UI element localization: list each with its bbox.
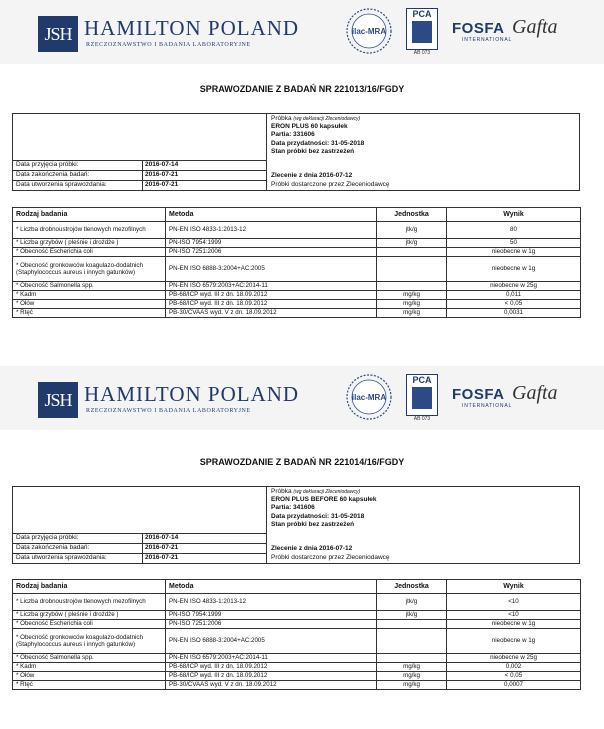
method: PN-ISO 7954:1999 <box>166 239 377 248</box>
result: < 0,05 <box>447 672 581 681</box>
unit: mg/kg <box>377 309 447 318</box>
test-name: * Obecność gronkowców koagulazo-dodatnich (Staphylococcus aureus i innych gatunków) <box>13 629 166 654</box>
table-row <box>13 620 581 629</box>
method: PN-EN ISO 4833-1:2013-12 <box>166 594 377 611</box>
product-name: ERON PLUS BEFORE 60 kapsułek <box>271 496 377 503</box>
hamilton-logo-mark: JSH <box>38 16 78 52</box>
result: nieobecne w 1g <box>447 629 581 654</box>
pca-emblem <box>412 21 432 43</box>
pca-text: PCA <box>412 375 432 385</box>
hamilton-logo-mark: JSH <box>38 382 78 418</box>
sample-label: Próbka <box>271 488 292 495</box>
method: PN-EN ISO 6888-3:2004+AC:2005 <box>166 257 377 282</box>
table-header-row <box>13 208 581 222</box>
completed-label: Data zakończenia badań: <box>16 171 90 178</box>
col-method: Metoda <box>166 580 377 594</box>
sample-note: (wg deklaracji Zleceniodawcy) <box>293 116 361 122</box>
result: 0,011 <box>447 291 581 300</box>
result: 0,0007 <box>447 681 581 690</box>
table-header-row <box>13 580 581 594</box>
unit <box>377 654 447 663</box>
test-name: * Liczba drobnoustrojów tlenowych mezofilnych <box>13 594 166 611</box>
test-name: * Kadm <box>13 291 166 300</box>
created-date: 2016-07-21 <box>145 181 179 188</box>
created-label: Data utworzenia sprawozdania: <box>16 554 107 561</box>
test-name: * Ołów <box>13 300 166 309</box>
gafta-logo: Gafta <box>512 382 558 404</box>
test-name: * Obecność Salmonella spp. <box>13 654 166 663</box>
table-row <box>13 654 581 663</box>
fosfa-logo: FOSFA <box>452 386 505 403</box>
company-subtitle: RZECZOZNAWSTWO I BADANIA LABORATORYJNE <box>86 42 251 48</box>
company-name: HAMILTON POLAND <box>84 382 300 406</box>
pca-code: AB 073 <box>413 416 431 422</box>
unit <box>377 620 447 629</box>
created-label: Data utworzenia sprawozdania: <box>16 181 107 188</box>
table-row <box>13 248 581 257</box>
batch: Partia: 331606 <box>271 131 315 138</box>
table-row <box>13 257 581 282</box>
completed-date: 2016-07-21 <box>145 171 179 178</box>
table-row <box>13 594 581 611</box>
results-table <box>12 207 581 318</box>
company-subtitle: RZECZOZNAWSTWO I BADANIA LABORATORYJNE <box>86 408 251 414</box>
ilac-text: ilac-MRA <box>351 393 387 402</box>
result: 0,002 <box>447 663 581 672</box>
table-row <box>13 309 581 318</box>
unit <box>377 257 447 282</box>
fosfa-subtitle: INTERNATIONAL <box>462 37 513 43</box>
unit: mg/kg <box>377 300 447 309</box>
unit <box>377 282 447 291</box>
col-test: Rodzaj badania <box>13 580 166 594</box>
test-name: * Liczba grzybów ( pleśnie i drożdże ) <box>13 239 166 248</box>
method: PB-68/ICP wyd. III z dn. 18.09.2012 <box>166 672 377 681</box>
received-label: Data przyjęcia próbki: <box>16 534 79 541</box>
col-result: Wynik <box>447 580 581 594</box>
method: PN-EN ISO 4833-1:2013-12 <box>166 222 377 239</box>
method: PN-EN ISO 6888-3:2004+AC:2005 <box>166 629 377 654</box>
report-1 <box>0 0 604 364</box>
method: PN-ISO 7251:2006 <box>166 248 377 257</box>
method: PB-30/CVAAS wyd. V z dn. 18.09.2012 <box>166 681 377 690</box>
col-test: Rodzaj badania <box>13 208 166 222</box>
letterhead <box>0 366 604 430</box>
test-name: * Kadm <box>13 663 166 672</box>
table-row <box>13 300 581 309</box>
fosfa-logo: FOSFA <box>452 20 505 37</box>
sample-condition: Stan próbki bez zastrzeżeń <box>271 521 355 528</box>
method: PN-EN ISO 6579:2003+AC:2014-11 <box>166 282 377 291</box>
letterhead <box>0 0 604 64</box>
delivered-note: Próbki dostarczone przez Zleceniodawcę <box>271 554 390 561</box>
gafta-logo: Gafta <box>512 16 558 38</box>
product-name: ERON PLUS 60 kapsułek <box>271 123 348 130</box>
fosfa-subtitle: INTERNATIONAL <box>462 403 513 409</box>
test-name: * Obecność Salmonella spp. <box>13 282 166 291</box>
result: nieobecne w 1g <box>447 248 581 257</box>
test-name: * Liczba grzybów ( pleśnie i drożdże ) <box>13 611 166 620</box>
col-result: Wynik <box>447 208 581 222</box>
created-date: 2016-07-21 <box>145 554 179 561</box>
method: PN-EN ISO 6579:2003+AC:2014-11 <box>166 654 377 663</box>
test-name: * Obecność Escherichia coli <box>13 248 166 257</box>
table-row <box>13 629 581 654</box>
unit: mg/kg <box>377 291 447 300</box>
result: nieobecne w 25g <box>447 282 581 291</box>
unit: mg/kg <box>377 663 447 672</box>
table-row <box>13 291 581 300</box>
expiry-date: Data przydatności: 31-05-2018 <box>271 140 365 147</box>
sample-note: (wg deklaracji Zleceniodawcy) <box>293 489 361 495</box>
pca-logo <box>406 8 438 50</box>
delivered-note: Próbki dostarczone przez Zleceniodawcę <box>271 181 390 188</box>
order-date: Zlecenie z dnia 2016-07-12 <box>271 172 353 179</box>
method: PN-ISO 7954:1999 <box>166 611 377 620</box>
result: < 0,05 <box>447 300 581 309</box>
unit <box>377 629 447 654</box>
test-name: * Ołów <box>13 672 166 681</box>
method: PB-68/ICP wyd. III z dn. 18.09.2012 <box>166 291 377 300</box>
results-table <box>12 579 581 690</box>
table-row <box>13 681 581 690</box>
unit: jtk/g <box>377 222 447 239</box>
test-name: * Liczba drobnoustrojów tlenowych mezofilnych <box>13 222 166 239</box>
table-row <box>13 672 581 681</box>
test-name: * Rtęć <box>13 681 166 690</box>
table-row <box>13 239 581 248</box>
company-name: HAMILTON POLAND <box>84 16 300 40</box>
table-row <box>13 222 581 239</box>
table-row <box>13 282 581 291</box>
received-label: Data przyjęcia próbki: <box>16 161 79 168</box>
col-unit: Jednostka <box>377 208 447 222</box>
unit: jtk/g <box>377 239 447 248</box>
result: 80 <box>447 222 581 239</box>
received-date: 2016-07-14 <box>145 534 179 541</box>
pca-emblem <box>412 387 432 409</box>
method: PB-68/ICP wyd. III z dn. 18.09.2012 <box>166 300 377 309</box>
ilac-mra-logo <box>346 374 392 420</box>
pca-logo <box>406 374 438 416</box>
table-row <box>13 663 581 672</box>
sample-label: Próbka <box>271 115 292 122</box>
sample-info-box <box>12 486 580 564</box>
result: nieobecne w 1g <box>447 257 581 282</box>
completed-label: Data zakończenia badań: <box>16 544 90 551</box>
col-method: Metoda <box>166 208 377 222</box>
ilac-text: ilac-MRA <box>351 27 387 36</box>
result: nieobecne w 25g <box>447 654 581 663</box>
result: 0,0031 <box>447 309 581 318</box>
method: PB-30/CVAAS wyd. V z dn. 18.09.2012 <box>166 309 377 318</box>
unit: jtk/g <box>377 611 447 620</box>
unit: mg/kg <box>377 681 447 690</box>
sample-condition: Stan próbki bez zastrzeżeń <box>271 148 355 155</box>
completed-date: 2016-07-21 <box>145 544 179 551</box>
pca-code: AB 073 <box>413 50 431 56</box>
test-name: * Obecność gronkowców koagulazo-dodatnich (Staphylococcus aureus i innych gatunków) <box>13 257 166 282</box>
expiry-date: Data przydatności: 31-05-2018 <box>271 513 365 520</box>
method: PB-68/ICP wyd. III z dn. 18.09.2012 <box>166 663 377 672</box>
unit: jtk/g <box>377 594 447 611</box>
result: 50 <box>447 239 581 248</box>
unit: mg/kg <box>377 672 447 681</box>
batch: Partia: 341606 <box>271 504 315 511</box>
table-row <box>13 611 581 620</box>
result: <10 <box>447 594 581 611</box>
received-date: 2016-07-14 <box>145 161 179 168</box>
test-name: * Rtęć <box>13 309 166 318</box>
pca-text: PCA <box>412 9 432 19</box>
sample-info-box <box>12 113 580 191</box>
result: nieobecne w 1g <box>447 620 581 629</box>
ilac-mra-logo <box>346 8 392 54</box>
method: PN-ISO 7251:2006 <box>166 620 377 629</box>
result: <10 <box>447 611 581 620</box>
report-2 <box>0 366 604 729</box>
order-date: Zlecenie z dnia 2016-07-12 <box>271 545 353 552</box>
report-title: SPRAWOZDANIE Z BADAŃ NR 221013/16/FGDY <box>199 84 405 94</box>
report-title: SPRAWOZDANIE Z BADAŃ NR 221014/16/FGDY <box>199 457 405 467</box>
test-name: * Obecność Escherichia coli <box>13 620 166 629</box>
col-unit: Jednostka <box>377 580 447 594</box>
unit <box>377 248 447 257</box>
